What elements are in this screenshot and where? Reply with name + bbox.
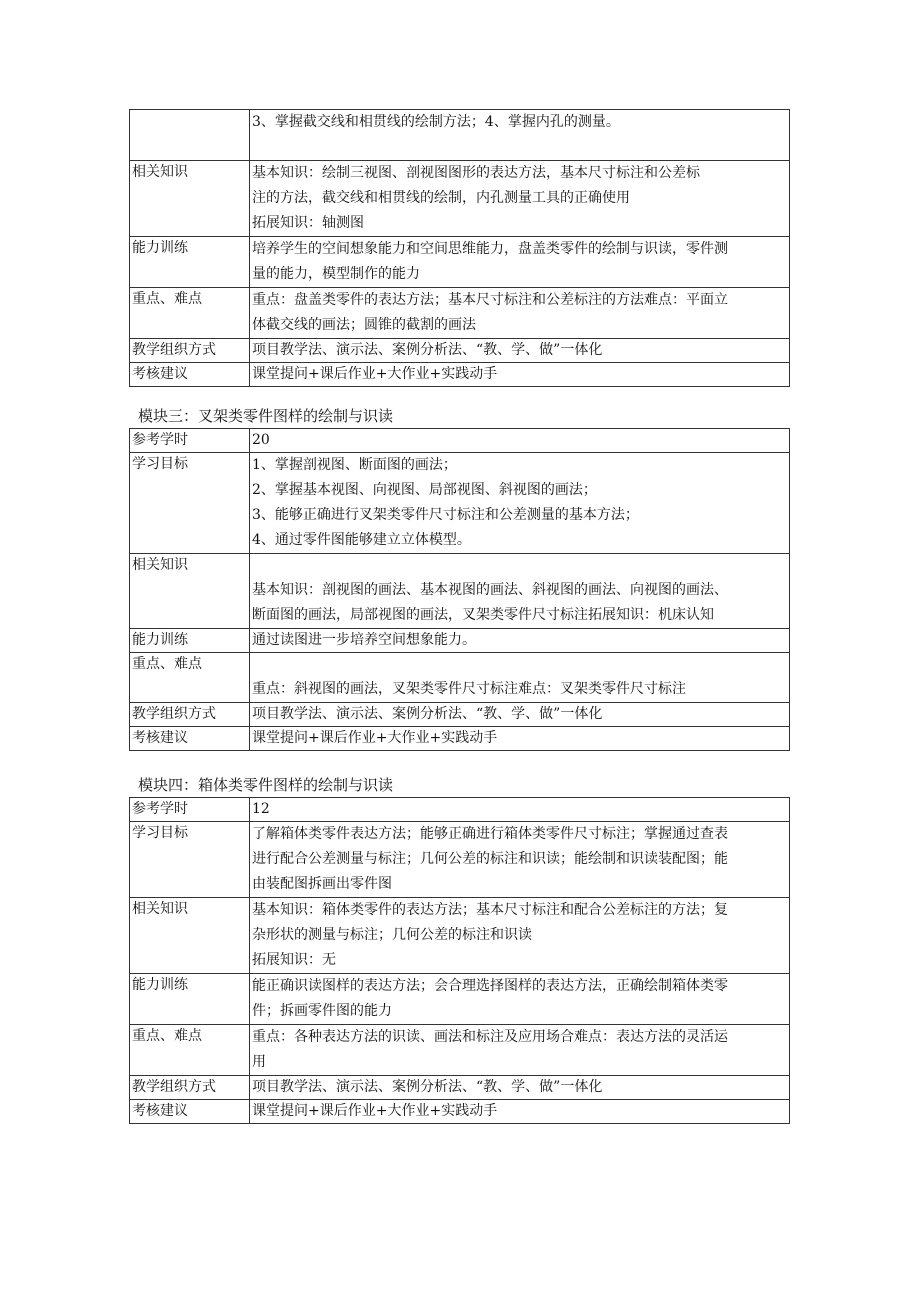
row-key: 能力训练 — [130, 237, 250, 288]
table-row — [130, 798, 790, 822]
value-line: 4、通过零件图能够建立立体模型。 — [252, 532, 471, 548]
row-key: 相关知识 — [130, 898, 250, 974]
table-row — [130, 653, 790, 703]
row-value — [250, 288, 790, 339]
value-line — [252, 653, 787, 677]
value-line: 3、能够正确进行叉架类零件尺寸标注和公差测量的基本方法； — [252, 507, 639, 523]
row-key: 教学组织方式 — [130, 339, 250, 363]
row-key: 重点、难点 — [130, 288, 250, 339]
row-value — [250, 110, 790, 161]
value-line: 由装配图拆画出零件图 — [252, 876, 392, 892]
module3-title: 模块三：叉架类零件图样的绘制与识读 — [138, 407, 394, 425]
table-row — [130, 339, 790, 363]
row-key: 相关知识 — [130, 554, 250, 629]
row-key: 考核建议 — [130, 1100, 250, 1124]
row-key: 考核建议 — [130, 363, 250, 387]
row-value — [250, 653, 790, 703]
row-key: 教学组织方式 — [130, 703, 250, 727]
value-line: 拓展知识：轴测图 — [252, 215, 364, 231]
row-value — [250, 237, 790, 288]
value-line — [252, 554, 787, 578]
row-value: 项目教学法、演示法、案例分析法、“教、学、做”一体化 — [250, 703, 790, 727]
value-line: 基本知识：绘制三视图、剖视图图形的表达方法，基本尺寸标注和公差标 — [252, 165, 700, 181]
value-line: 用 — [252, 1054, 266, 1070]
value-line: 重点：各种表达方法的识读、画法和标注及应用场合难点：表达方法的灵活运 — [252, 1029, 728, 1045]
row-key: 相关知识 — [130, 161, 250, 237]
row-key: 重点、难点 — [130, 1025, 250, 1076]
table-row — [130, 974, 790, 1025]
module-prev-table — [129, 109, 790, 387]
value-line: 2、掌握基本视图、向视图、局部视图、斜视图的画法； — [252, 482, 597, 498]
row-value — [250, 898, 790, 974]
table-row — [130, 363, 790, 387]
row-key: 考核建议 — [130, 727, 250, 751]
value-line: 量的能力，模型制作的能力 — [252, 266, 420, 282]
table-row — [130, 554, 790, 629]
value-line: 了解箱体类零件表达方法；能够正确进行箱体类零件尺寸标注；掌握通过查表 — [252, 826, 728, 842]
value-line: 重点：斜视图的画法，叉架类零件尺寸标注难点：叉架类零件尺寸标注 — [252, 681, 686, 697]
row-value: 课堂提问+课后作业+大作业+实践动手 — [250, 1100, 790, 1124]
value-line: 拓展知识：无 — [252, 952, 336, 968]
table-row — [130, 110, 790, 161]
row-value: 12 — [250, 798, 790, 822]
table-row — [130, 161, 790, 237]
row-value — [250, 822, 790, 898]
value-line: 件；拆画零件图的能力 — [252, 1003, 392, 1019]
row-key: 学习目标 — [130, 822, 250, 898]
table-row — [130, 1076, 790, 1100]
value-line: 进行配合公差测量与标注；几何公差的标注和识读；能绘制和识读装配图；能 — [252, 851, 728, 867]
value-line: 基本知识：剖视图的画法、基本视图的画法、斜视图的画法、向视图的画法、 — [252, 582, 728, 598]
table-row — [130, 453, 790, 554]
table-row — [130, 703, 790, 727]
table-row — [130, 237, 790, 288]
row-value — [250, 453, 790, 554]
row-value: 通过读图进一步培养空间想象能力。 — [250, 629, 790, 653]
table-row — [130, 727, 790, 751]
row-key: 能力训练 — [130, 629, 250, 653]
table-row — [130, 429, 790, 453]
row-value: 项目教学法、演示法、案例分析法、“教、学、做”一体化 — [250, 1076, 790, 1100]
value-line: 断面图的画法，局部视图的画法，叉架类零件尺寸标注拓展知识：机床认知 — [252, 607, 714, 623]
row-key: 学习目标 — [130, 453, 250, 554]
row-value — [250, 974, 790, 1025]
value-line: 培养学生的空间想象能力和空间思维能力，盘盖类零件的绘制与识读，零件测 — [252, 241, 728, 257]
module4-title: 模块四：箱体类零件图样的绘制与识读 — [138, 776, 394, 794]
row-value — [250, 554, 790, 629]
row-key: 能力训练 — [130, 974, 250, 1025]
row-value — [250, 161, 790, 237]
table-row — [130, 1025, 790, 1076]
row-key — [130, 110, 250, 161]
value-line: 重点：盘盖类零件的表达方法；基本尺寸标注和公差标注的方法难点：平面立 — [252, 292, 728, 308]
row-key: 重点、难点 — [130, 653, 250, 703]
value-line: 基本知识：箱体类零件的表达方法；基本尺寸标注和配合公差标注的方法；复 — [252, 902, 728, 918]
module3-table — [129, 428, 790, 751]
value-line: 3、掌握截交线和相贯线的绘制方法；4、掌握内孔的测量。 — [252, 114, 620, 130]
row-key: 参考学时 — [130, 429, 250, 453]
module4-table — [129, 797, 790, 1124]
value-line — [252, 135, 787, 160]
row-key: 教学组织方式 — [130, 1076, 250, 1100]
row-value — [250, 1025, 790, 1076]
row-value: 20 — [250, 429, 790, 453]
value-line: 体截交线的画法；圆锥的截割的画法 — [252, 317, 476, 333]
table-row — [130, 629, 790, 653]
row-value: 课堂提问+课后作业+大作业+实践动手 — [250, 727, 790, 751]
table-row — [130, 1100, 790, 1124]
row-value: 项目教学法、演示法、案例分析法、“教、学、做”一体化 — [250, 339, 790, 363]
value-line: 能正确识读图样的表达方法；会合理选择图样的表达方法，正确绘制箱体类零 — [252, 978, 728, 994]
table-row — [130, 288, 790, 339]
value-line: 注的方法，截交线和相贯线的绘制，内孔测量工具的正确使用 — [252, 190, 630, 206]
value-line: 1、掌握剖视图、断面图的画法； — [252, 457, 457, 473]
table-row — [130, 822, 790, 898]
row-key: 参考学时 — [130, 798, 250, 822]
row-value: 课堂提问+课后作业+大作业+实践动手 — [250, 363, 790, 387]
value-line: 杂形状的测量与标注；几何公差的标注和识读 — [252, 927, 532, 943]
table-row — [130, 898, 790, 974]
